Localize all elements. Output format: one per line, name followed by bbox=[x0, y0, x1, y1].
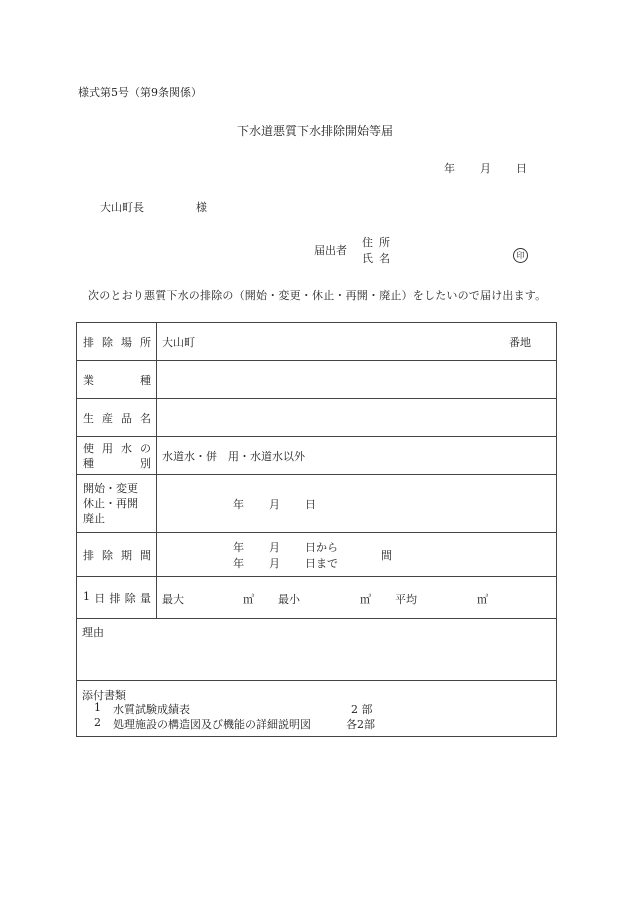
row-attachments bbox=[77, 681, 557, 737]
water-type-options: 水道水・併 用・水道水以外 bbox=[162, 450, 305, 463]
status-label-line2: 休止・再開 bbox=[83, 497, 138, 510]
water-type-label-line1: 使 用 水 の bbox=[83, 441, 151, 455]
attachments-label: 添付書類 bbox=[82, 689, 126, 702]
reason-field[interactable] bbox=[77, 619, 557, 681]
attachments-field bbox=[77, 681, 557, 737]
daily-min-label: 最小 bbox=[278, 593, 300, 606]
status-year: 年 bbox=[233, 498, 244, 511]
date-year-label: 年 bbox=[444, 162, 455, 175]
product-label: 生 産 品 名 bbox=[83, 411, 151, 425]
row-status bbox=[77, 475, 557, 533]
period-label: 排 除 期 間 bbox=[83, 548, 151, 562]
location-field[interactable] bbox=[157, 323, 557, 361]
product-field[interactable] bbox=[157, 399, 557, 437]
daily-volume-label: 1 日 排 除 量 bbox=[83, 589, 151, 605]
addressee-name: 大山町長 bbox=[100, 201, 144, 214]
industry-field[interactable] bbox=[157, 361, 557, 399]
reason-label: 理由 bbox=[82, 626, 104, 639]
addressee-honorific: 様 bbox=[196, 201, 207, 214]
period-field[interactable] bbox=[157, 533, 557, 577]
location-town: 大山町 bbox=[162, 336, 195, 349]
location-label: 排 除 場 所 bbox=[83, 335, 151, 349]
status-month: 月 bbox=[269, 498, 280, 511]
applicant-address-label: 住所 bbox=[362, 236, 396, 249]
daily-avg-label: 平均 bbox=[395, 593, 417, 606]
row-daily-volume bbox=[77, 577, 557, 619]
date-month-label: 月 bbox=[480, 162, 491, 175]
attachment-1-name: 水質試験成績表 bbox=[113, 703, 190, 716]
status-field[interactable] bbox=[157, 475, 557, 533]
status-label-line1: 開始・変更 bbox=[83, 482, 138, 495]
row-product bbox=[77, 399, 557, 437]
water-type-label bbox=[83, 441, 156, 471]
period-to-year: 年 bbox=[233, 557, 244, 570]
intro-statement: 次のとおり悪質下水の排除の（開始・変更・休止・再開・廃止）をしたいので届け出ます。 bbox=[88, 289, 547, 302]
document-title: 下水道悪質下水排除開始等届 bbox=[236, 124, 393, 138]
location-banchi: 番地 bbox=[509, 336, 531, 349]
water-type-field[interactable] bbox=[157, 437, 557, 475]
period-duration: 間 bbox=[381, 549, 392, 562]
status-label-line3: 廃止 bbox=[83, 512, 105, 525]
attachment-1-num: 1 bbox=[94, 701, 101, 714]
daily-max-unit: ㎥ bbox=[243, 593, 254, 606]
attachment-2-count: 各2部 bbox=[346, 718, 375, 731]
row-location bbox=[77, 323, 557, 361]
applicant-label: 届出者 bbox=[314, 244, 347, 257]
form-reference: 様式第5号（第9条関係） bbox=[78, 86, 202, 99]
period-from-year: 年 bbox=[233, 541, 244, 554]
daily-avg-unit: ㎥ bbox=[477, 593, 488, 606]
daily-min-unit: ㎥ bbox=[360, 593, 371, 606]
row-industry bbox=[77, 361, 557, 399]
attachment-2-name: 処理施設の構造図及び機能の詳細説明図 bbox=[113, 718, 311, 731]
period-to-day: 日まで bbox=[305, 557, 338, 570]
attachment-2-num: 2 bbox=[94, 716, 101, 729]
period-to-month: 月 bbox=[269, 557, 280, 570]
applicant-name-label: 氏名 bbox=[362, 252, 396, 265]
status-label bbox=[83, 481, 156, 526]
date-day-label: 日 bbox=[516, 162, 527, 175]
seal-mark: 印 bbox=[513, 248, 528, 263]
attachment-1-count: 2 部 bbox=[351, 703, 373, 716]
industry-label: 業 種 bbox=[83, 373, 151, 387]
period-from-day: 日から bbox=[305, 541, 338, 554]
row-period bbox=[77, 533, 557, 577]
row-water-type bbox=[77, 437, 557, 475]
water-type-label-line2: 種 別 bbox=[83, 456, 151, 470]
notification-form-table bbox=[76, 322, 557, 737]
daily-max-label: 最大 bbox=[162, 593, 184, 606]
row-reason bbox=[77, 619, 557, 681]
status-day: 日 bbox=[305, 498, 316, 511]
period-from-month: 月 bbox=[269, 541, 280, 554]
daily-volume-field[interactable] bbox=[157, 577, 557, 619]
